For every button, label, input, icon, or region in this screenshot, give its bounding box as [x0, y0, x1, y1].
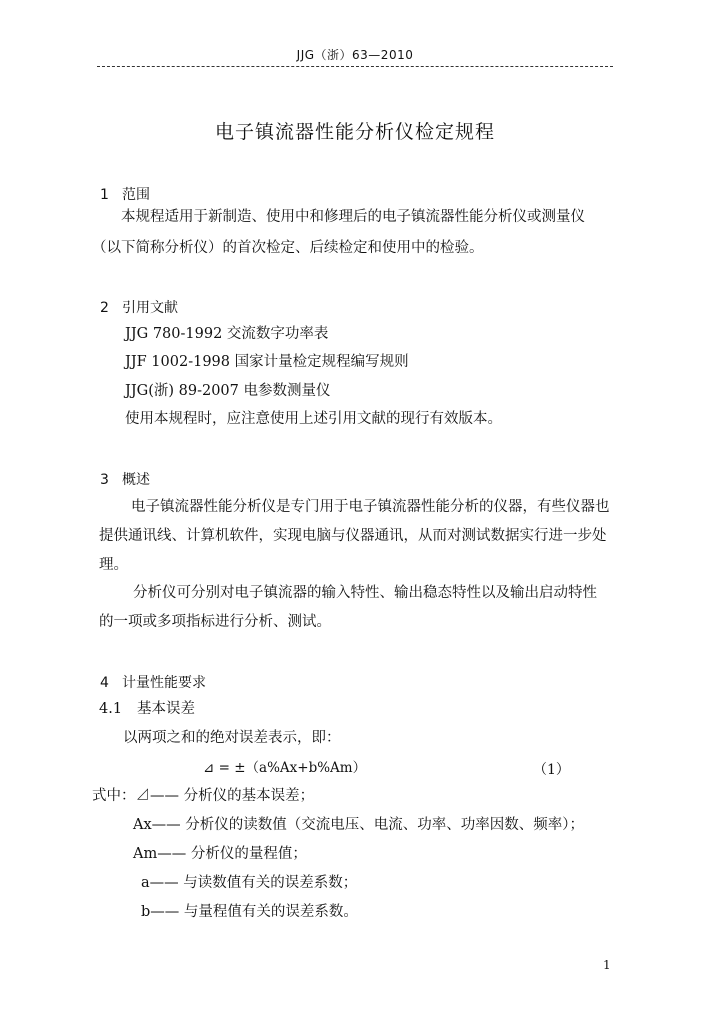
section-3-paragraph-2-line-2: 的一项或多项指标进行分析、测试。 [99, 614, 331, 630]
subsection-4-1-title: 基本误差 [137, 701, 195, 717]
section-4-heading [100, 672, 206, 692]
subsection-4-1-number: 4.1 [99, 701, 123, 717]
variable-definition-b: b—— 与量程值有关的误差系数。 [141, 904, 358, 920]
section-1-paragraph-line-1: 本规程适用于新制造、使用中和修理后的电子镇流器性能分析仪或测量仪 [121, 209, 585, 225]
variable-definition-ax: Ax—— 分析仪的读数值（交流电压、电流、功率、功率因数、频率）； [133, 817, 585, 833]
formula-number: （1） [533, 762, 570, 778]
reference-item-1: JJG 780-1992 交流数字功率表 [125, 326, 329, 342]
variable-definition-delta: 式中：⊿—— 分析仪的基本误差； [92, 788, 315, 804]
section-1-number: 1 [100, 187, 109, 203]
variable-definition-a: a—— 与读数值有关的误差系数； [141, 875, 358, 891]
reference-note: 使用本规程时，应注意使用上述引用文献的现行有效版本。 [125, 411, 502, 427]
section-3-heading [100, 469, 150, 489]
subsection-4-1-heading [99, 699, 195, 719]
section-3-paragraph-1-line-3: 理。 [99, 557, 128, 573]
section-1-paragraph-line-2: （以下简称分析仪）的首次检定、后续检定和使用中的检验。 [92, 240, 484, 256]
reference-item-2: JJF 1002-1998 国家计量检定规程编写规则 [125, 354, 409, 370]
section-3-title: 概述 [122, 472, 150, 488]
section-1-heading [100, 184, 150, 204]
error-intro-text: 以两项之和的绝对误差表示，即： [123, 730, 341, 746]
error-formula: ⊿ = ±（a%Ax+b%Am） [203, 760, 367, 776]
reference-item-3: JJG(浙) 89-2007 电参数测量仪 [125, 383, 331, 399]
section-2-number: 2 [100, 300, 109, 316]
document-title: 电子镇流器性能分析仪检定规程 [214, 121, 495, 143]
section-2-title: 引用文献 [122, 300, 178, 316]
header-divider [97, 66, 613, 67]
section-3-paragraph-1-line-2: 提供通讯线、计算机软件，实现电脑与仪器通讯，从而对测试数据实行进一步处 [99, 528, 607, 544]
section-2-heading [100, 297, 178, 317]
section-3-paragraph-1-line-1: 电子镇流器性能分析仪是专门用于电子镇流器性能分析的仪器，有些仪器也 [131, 499, 610, 515]
section-3-paragraph-2-line-1: 分析仪可分别对电子镇流器的输入特性、输出稳态特性以及输出启动特性 [133, 585, 597, 601]
variable-definition-am: Am—— 分析仪的量程值； [133, 846, 307, 862]
section-4-number: 4 [100, 675, 109, 691]
section-4-title: 计量性能要求 [122, 675, 206, 691]
standard-code-header: JJG（浙）63—2010 [296, 48, 414, 62]
section-1-title: 范围 [122, 187, 150, 203]
section-3-number: 3 [100, 472, 109, 488]
page-number: 1 [603, 958, 611, 972]
